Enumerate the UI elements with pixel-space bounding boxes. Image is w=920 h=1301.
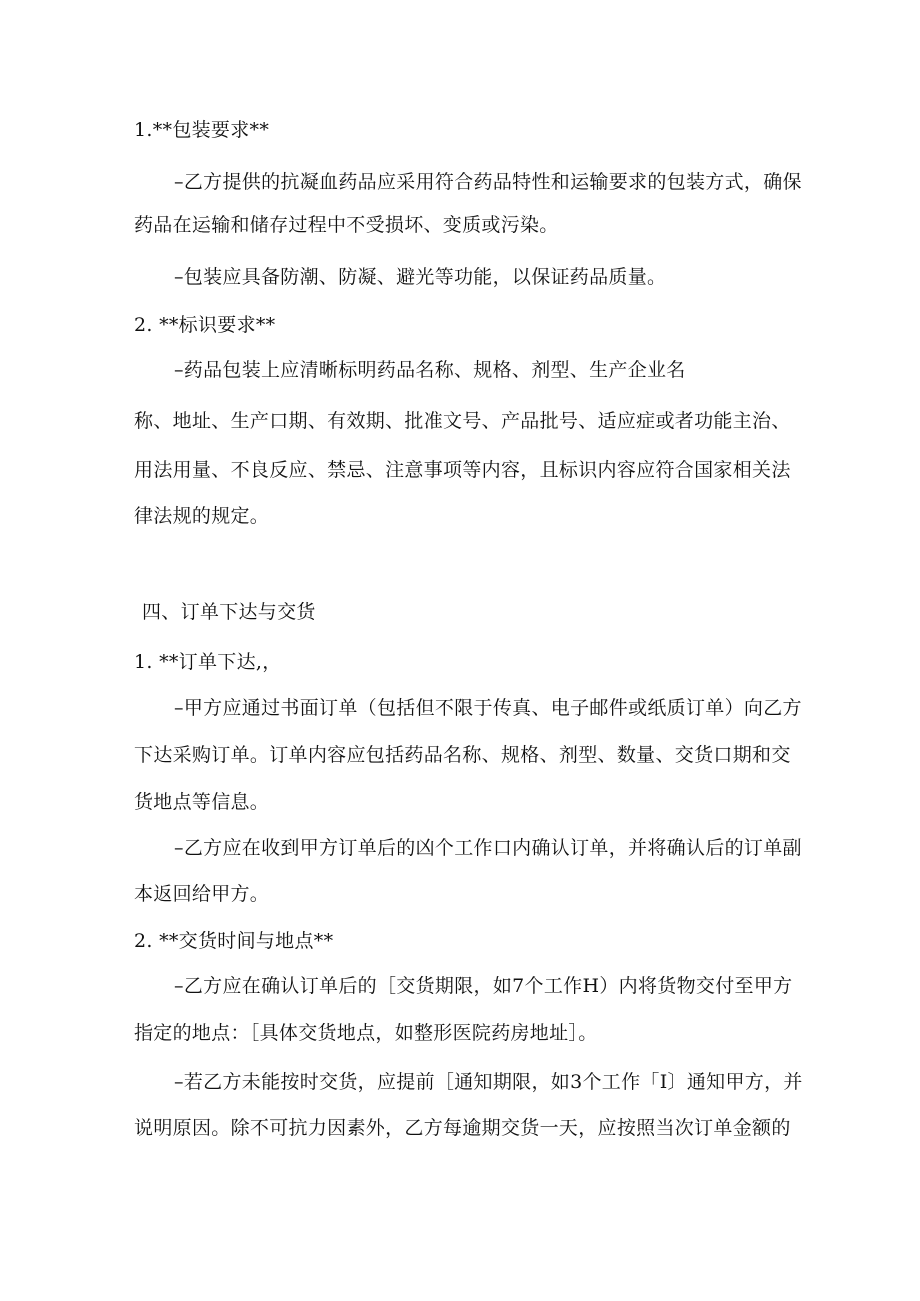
- paragraph-line: 货地点等信息。: [134, 791, 270, 813]
- paragraph-line: – 乙 方 应 在 确 认 订 单 后 的 ［ 交 货 期 限 ， 如 7 个 工 作 H ） 内 将 货 物 交 付 至 甲 方: [174, 975, 793, 997]
- paragraph-line: 说 明 原 因 。 除 不 可 抗 力 因 素 外 ， 乙 方 每 逾 期 交 货 一 天 ， 应 按 照 当 次 订 单 金 额 的: [134, 1117, 791, 1139]
- paragraph-line: 称 、 地 址 、 生 产 口 期 、 有 效 期 、 批 准 文 号 、 产 品 批 号 、 适 应 症 或 者 功 能 主 治 、: [134, 410, 791, 432]
- paragraph-line: – 乙 方 提 供 的 抗 凝 血 药 品 应 采 用 符 合 药 品 特 性 和 运 输 要 求 的 包 装 方 式 ， 确 保: [174, 171, 802, 193]
- section-heading-packaging: 1.**包装要求**: [134, 119, 270, 141]
- paragraph-line: 药品在运输和储存过程中不受损坏、变质或污染。: [134, 214, 559, 236]
- section-heading-labeling: 2. **标识要求**: [134, 314, 276, 336]
- section-heading-delivery: 2. **交货时间与地点**: [134, 930, 334, 952]
- paragraph-line: –药品包装上应清晰标明药品名称、规格、剂型、生产企业名: [174, 359, 686, 381]
- paragraph-line: – 甲 方 应 通 过 书 面 订 单 （ 包 括 但 不 限 于 传 真 、 电 子 邮 件 或 纸 质 订 单 ） 向 乙 方: [174, 697, 802, 719]
- paragraph-line: 用 法 用 量 、 不 良 反 应 、 禁 忌 、 注 意 事 项 等 内 容 ， 且 标 识 内 容 应 符 合 国 家 相 关 法: [134, 459, 791, 481]
- paragraph-line: 下 达 采 购 订 单 。 订 单 内 容 应 包 括 药 品 名 称 、 规 格 、 剂 型 、 数 量 、 交 货 口 期 和 交: [134, 744, 791, 766]
- paragraph-line: – 若 乙 方 未 能 按 时 交 货 ， 应 提 前 ［ 通 知 期 限 ， 如 3 个 工 作 「 I 〕 通 知 甲 方 ， 并: [174, 1071, 803, 1093]
- section-heading-order: 1. **订单下达,，: [134, 651, 282, 673]
- paragraph-line: –包装应具备防潮、防凝、避光等功能，以保证药品质量。: [174, 266, 667, 288]
- chapter-heading: 四、订单下达与交货: [142, 601, 316, 623]
- paragraph-line: – 乙 方 应 在 收 到 甲 方 订 单 后 的 凶 个 工 作 口 内 确 认 订 单 ， 并 将 确 认 后 的 订 单 副: [174, 837, 802, 859]
- paragraph-line: 指定的地点：［具体交货地点，如整形医院药房地址］。: [134, 1022, 598, 1044]
- paragraph-line: 本返回给甲方。: [134, 883, 270, 905]
- paragraph-line: 律法规的规定。: [134, 505, 270, 527]
